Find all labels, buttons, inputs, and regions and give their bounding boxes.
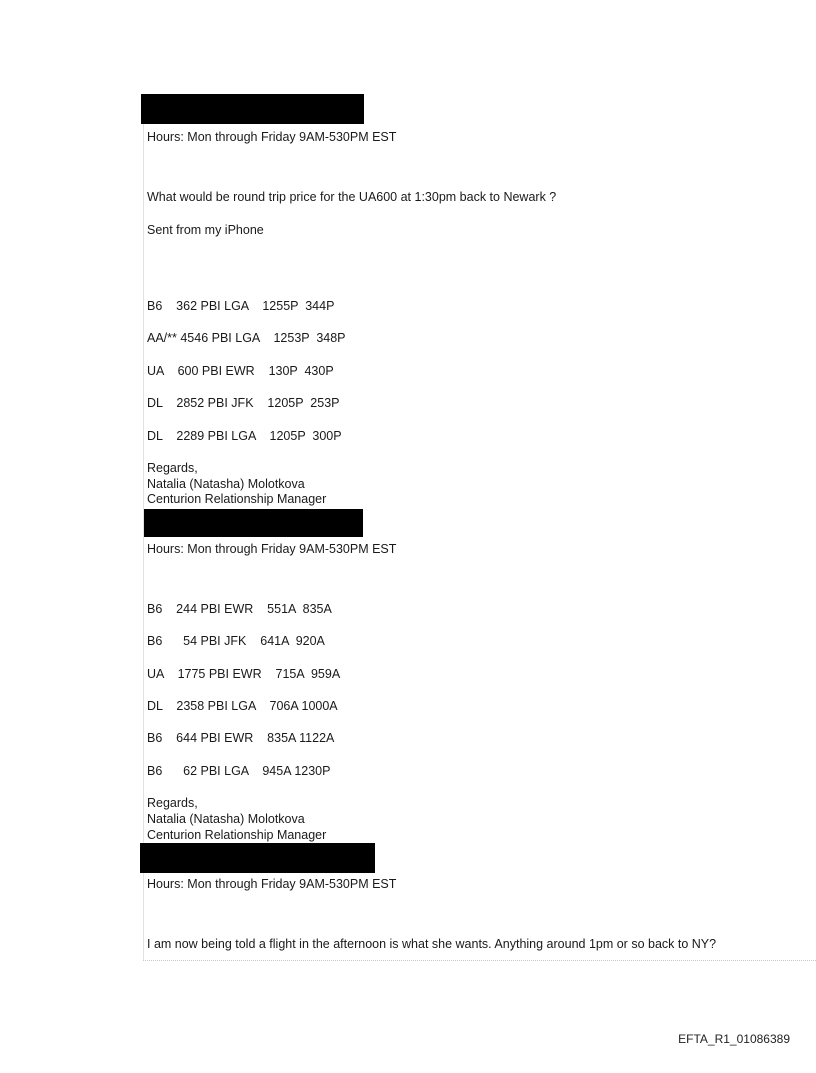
- signature-title: Centurion Relationship Manager: [147, 828, 327, 842]
- flight-option-line: B6 362 PBI LGA 1255P 344P: [147, 299, 335, 313]
- flight-option-line: AA/** 4546 PBI LGA 1253P 348P: [147, 331, 346, 345]
- signature-regards: Regards,: [147, 796, 198, 810]
- document-id: EFTA_R1_01086389: [678, 1032, 790, 1046]
- redaction-bar: [144, 509, 363, 537]
- final-message-text: I am now being told a flight in the afternoon is what she wants. Anything around 1pm or so back to NY?: [147, 937, 717, 951]
- redaction-bar: [141, 94, 364, 124]
- signature-regards: Regards,: [147, 461, 198, 475]
- signature-name: Natalia (Natasha) Molotkova: [147, 812, 305, 826]
- flight-option-line: DL 2358 PBI LGA 706A 1000A: [147, 699, 338, 713]
- signature-name: Natalia (Natasha) Molotkova: [147, 477, 305, 491]
- email-question-text: What would be round trip price for the UA600 at 1:30pm back to Newark ?: [147, 190, 557, 204]
- flight-option-line: B6 54 PBI JFK 641A 920A: [147, 634, 325, 648]
- flight-option-line: B6 244 PBI EWR 551A 835A: [147, 602, 332, 616]
- message-left-border: [143, 118, 144, 960]
- office-hours-text: Hours: Mon through Friday 9AM-530PM EST: [147, 877, 397, 891]
- office-hours-text: Hours: Mon through Friday 9AM-530PM EST: [147, 130, 397, 144]
- flight-option-line: B6 62 PBI LGA 945A 1230P: [147, 764, 331, 778]
- flight-option-line: B6 644 PBI EWR 835A 1122A: [147, 731, 335, 745]
- message-bottom-border: [143, 960, 816, 961]
- office-hours-text: Hours: Mon through Friday 9AM-530PM EST: [147, 542, 397, 556]
- flight-option-line: UA 1775 PBI EWR 715A 959A: [147, 667, 341, 681]
- flight-option-line: DL 2289 PBI LGA 1205P 300P: [147, 429, 342, 443]
- redaction-bar: [140, 843, 375, 873]
- flight-option-line: UA 600 PBI EWR 130P 430P: [147, 364, 334, 378]
- sent-from-text: Sent from my iPhone: [147, 223, 264, 237]
- signature-title: Centurion Relationship Manager: [147, 492, 327, 506]
- flight-option-line: DL 2852 PBI JFK 1205P 253P: [147, 396, 340, 410]
